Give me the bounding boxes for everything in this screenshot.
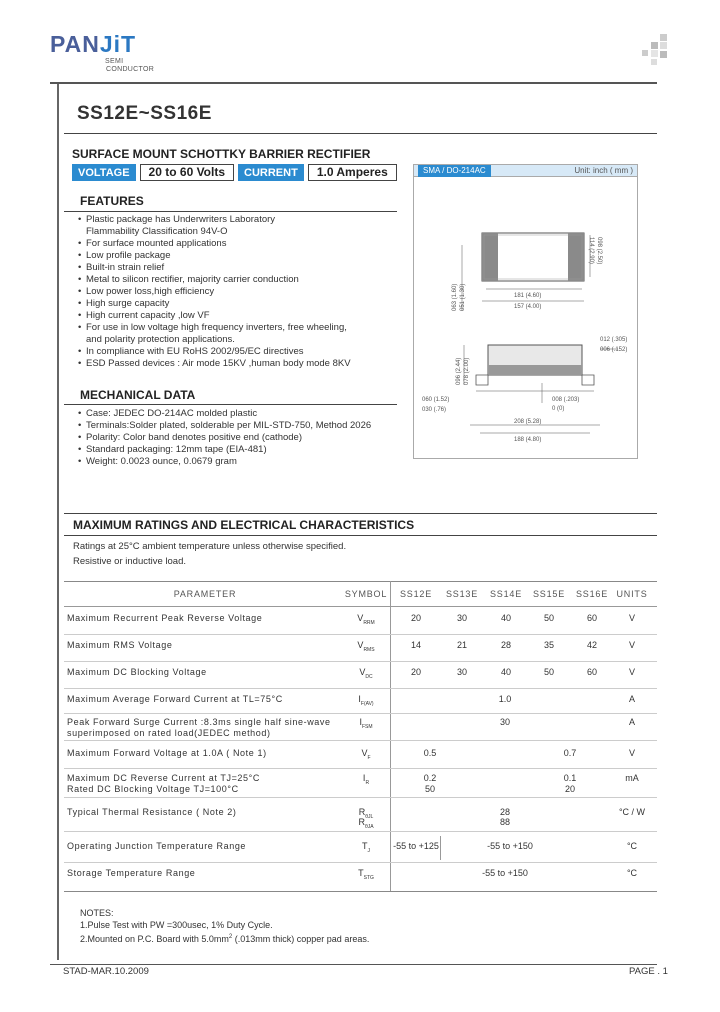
value-cell: 50	[543, 667, 554, 677]
voltage-tag: VOLTAGE	[72, 164, 136, 181]
row-separator	[64, 862, 657, 863]
symbol-letter: V	[357, 640, 364, 650]
header-rule	[50, 82, 657, 84]
dim-label: 181 (4.60)	[514, 293, 542, 299]
row-separator	[64, 713, 657, 714]
logo-sub-semi: SEMI	[105, 58, 124, 65]
col-header-ss12e: SS12E	[399, 589, 433, 599]
symbol-cell	[340, 667, 392, 680]
param-label: Typical Thermal Resistance ( Note 2)	[67, 807, 237, 817]
value-cell: 50	[424, 784, 435, 794]
list-item: • ESD Passed devices : Air mode 15KV ,human body mode 8KV	[78, 358, 398, 370]
part-number-title: SS12E~SS16E	[77, 103, 212, 124]
list-item: and polarity protection applications.	[86, 334, 235, 345]
value-cell: 35	[543, 640, 554, 650]
symbol-cell	[340, 841, 392, 854]
mechanical-list	[78, 408, 398, 468]
param-label: Maximum Average Forward Current at TL=75°C	[67, 694, 283, 704]
value-cell-span-2: 88	[499, 817, 510, 827]
voltage-value: 20 to 60 Volts	[140, 164, 234, 181]
value-cell: 0.1	[563, 773, 577, 783]
symbol-subscript: FSM	[361, 723, 373, 730]
symbol-letter: T	[358, 868, 364, 878]
list-item: • Low power loss,high efficiency	[78, 286, 398, 298]
value-cell: 30	[456, 667, 467, 677]
symbol-letter: I	[359, 717, 362, 727]
value-cell-span: -55 to +150	[482, 868, 528, 878]
list-item: • High current capacity ,low VF	[78, 310, 398, 322]
symbol-subscript: θJA	[364, 823, 374, 830]
symbol-subscript: J	[367, 847, 370, 854]
package-unit: Unit: inch ( mm )	[574, 166, 633, 175]
value-cell: 21	[456, 640, 467, 650]
list-item: • For surface mounted applications	[78, 238, 398, 250]
dim-label: 012 (.305)	[600, 337, 628, 343]
dim-label: 157 (4.00)	[514, 304, 542, 310]
package-name: SMA / DO-214AC	[418, 165, 491, 177]
features-list	[78, 214, 398, 370]
value-cell: 50	[543, 613, 554, 623]
symbol-letter: I	[358, 694, 361, 704]
symbol-subscript: F	[367, 754, 371, 761]
unit-cell: °C	[626, 868, 638, 878]
spec-tags	[72, 164, 397, 181]
list-item: • Case: JEDEC DO-214AC molded plastic	[78, 408, 398, 420]
value-cell-span: 28	[499, 807, 510, 817]
dim-label: 008 (.203)	[552, 397, 580, 403]
param-label: Maximum DC Blocking Voltage	[67, 667, 207, 677]
row-separator	[64, 661, 657, 662]
symbol-subscript: DC	[365, 673, 373, 680]
row-separator	[64, 831, 657, 832]
row-separator	[64, 688, 657, 689]
list-item: • Weight: 0.0023 ounce, 0.0679 gram	[78, 456, 398, 468]
col-header-ss15e: SS15E	[532, 589, 566, 599]
footer-rule	[50, 964, 657, 965]
footer-page: PAGE . 1	[629, 966, 668, 977]
mechanical-rule	[64, 404, 397, 405]
decorative-squares-icon	[634, 32, 670, 68]
unit-cell: mA	[625, 773, 639, 783]
col-header-ss14e: SS14E	[489, 589, 523, 599]
value-cell: 20	[410, 667, 421, 677]
col-header-units: UNITS	[616, 589, 648, 599]
unit-cell: A	[628, 694, 635, 704]
package-drawing	[413, 164, 638, 459]
symbol-cell	[340, 694, 392, 707]
symbol-letter: R	[358, 817, 365, 827]
row-separator	[64, 740, 657, 741]
note-1: 1.Pulse Test with PW =300usec, 1% Duty Cycle.	[80, 920, 273, 930]
unit-cell: V	[628, 640, 635, 650]
unit-cell: °C / W	[618, 807, 646, 817]
col-header-ss13e: SS13E	[445, 589, 479, 599]
list-item: • Plastic package has Underwriters Laboratory	[78, 214, 398, 226]
features-rule	[64, 211, 397, 212]
value-cell: 14	[410, 640, 421, 650]
left-margin-bar	[57, 84, 59, 960]
list-item: • In compliance with EU RoHS 2002/95/EC directives	[78, 346, 398, 358]
param-label-line2: superimposed on rated load(JEDEC method)	[67, 728, 271, 738]
row-separator	[64, 634, 657, 635]
param-label: Operating Junction Temperature Range	[67, 841, 247, 851]
dim-label: 078 (2.00)	[464, 357, 470, 385]
symbol-subscript: RMS	[363, 646, 375, 653]
notes-block	[80, 907, 369, 945]
value-cell: -55 to +125	[393, 841, 439, 851]
table-bottom-rule	[64, 891, 657, 892]
current-value: 1.0 Amperes	[308, 164, 397, 181]
symbol-cell	[340, 868, 392, 881]
symbol-subscript: θJL	[365, 813, 374, 820]
features-heading: FEATURES	[80, 194, 144, 208]
col-header-parameter: PARAMETER	[173, 589, 237, 599]
symbol-subscript: R	[365, 779, 370, 786]
value-cell: 60	[586, 667, 597, 677]
symbol-cell	[340, 613, 392, 626]
col-header-symbol: SYMBOL	[344, 589, 388, 599]
dim-label: 098 (2.50)	[596, 237, 602, 265]
panjit-logo	[50, 30, 160, 80]
list-item: • Built-in strain relief	[78, 262, 398, 274]
param-label: Storage Temperature Range	[67, 868, 196, 878]
row-separator	[64, 797, 657, 798]
list-item: • For use in low voltage high frequency inverters, free wheeling,	[78, 322, 398, 334]
dim-label: 096 (2.44)	[456, 357, 462, 385]
value-cell: 42	[586, 640, 597, 650]
param-label: Peak Forward Surge Current :8.3ms single half sine-wave	[67, 717, 331, 727]
dim-label: 030 (.76)	[422, 407, 447, 413]
ratings-note-2: Resistive or inductive load.	[73, 556, 186, 567]
title-rule	[64, 133, 657, 134]
value-cell: 0.7	[563, 748, 577, 758]
dim-label: 188 (4.80)	[514, 437, 542, 443]
dim-label: 0 (0)	[552, 406, 565, 412]
symbol-cell	[340, 640, 392, 653]
dim-label: 060 (1.52)	[422, 397, 450, 403]
logo-sub-conductor: CONDUCTOR	[106, 66, 155, 73]
list-item: • High surge capacity	[78, 298, 398, 310]
list-item: • Metal to silicon rectifier, majority carrier conduction	[78, 274, 398, 286]
symbol-cell	[340, 773, 392, 786]
dim-label: 208 (5.28)	[514, 419, 542, 425]
value-cell-span: 1.0	[498, 694, 512, 704]
list-item: Flammability Classification 94V-O	[86, 226, 228, 237]
param-label: Maximum Forward Voltage at 1.0A ( Note 1)	[67, 748, 267, 758]
package-header	[414, 165, 637, 177]
mechanical-heading: MECHANICAL DATA	[80, 388, 196, 402]
symbol-letter: V	[359, 667, 366, 677]
param-label: Maximum Recurrent Peak Reverse Voltage	[67, 613, 263, 623]
param-label: Maximum RMS Voltage	[67, 640, 173, 650]
list-item: • Standard packaging: 12mm tape (EIA-481)	[78, 444, 398, 456]
list-item: • Low profile package	[78, 250, 398, 262]
table-header-rule	[64, 606, 657, 607]
value-cell: 28	[500, 640, 511, 650]
dim-label: 051 (1.30)	[460, 283, 466, 311]
dim-label: 063 (1.60)	[452, 283, 458, 311]
symbol-letter: V	[357, 613, 364, 623]
note-2-text: 2.Mounted on P.C. Board with 5.0mm	[80, 934, 229, 944]
value-cell: 60	[586, 613, 597, 623]
note-2-sup: 2	[228, 934, 233, 940]
ratings-note-1: Ratings at 25°C ambient temperature unless otherwise specified.	[73, 541, 347, 552]
table-col-divider-tj	[440, 836, 441, 860]
col-header-ss16e: SS16E	[575, 589, 609, 599]
symbol-letter: I	[362, 773, 366, 783]
note-2-text-tail: (.013mm thick) copper pad areas.	[232, 934, 370, 944]
unit-cell: V	[628, 748, 635, 758]
value-cell: -55 to +150	[487, 841, 533, 851]
value-cell: 20	[410, 613, 421, 623]
dim-label: 006 (.152)	[600, 347, 628, 353]
unit-cell: V	[628, 613, 635, 623]
ratings-heading-rule	[64, 535, 657, 536]
value-cell: 40	[500, 613, 511, 623]
row-separator	[64, 768, 657, 769]
value-cell: 40	[500, 667, 511, 677]
symbol-subscript: RRM	[363, 619, 375, 626]
logo-wordmark	[50, 30, 160, 58]
value-cell: 0.5	[423, 748, 437, 758]
unit-cell: °C	[626, 841, 638, 851]
table-top-rule	[64, 581, 657, 582]
value-cell: 0.2	[423, 773, 437, 783]
symbol-cell	[340, 717, 392, 730]
symbol-letter: V	[361, 748, 368, 758]
value-cell-span: 30	[499, 717, 510, 727]
symbol-letter: T	[362, 841, 368, 851]
symbol-subscript: F(AV)	[360, 700, 374, 707]
value-cell: 30	[456, 613, 467, 623]
param-label: Maximum DC Reverse Current at TJ=25°C	[67, 773, 260, 783]
current-tag: CURRENT	[238, 164, 304, 181]
footer-date: STAD-MAR.10.2009	[63, 966, 149, 977]
ratings-heading: MAXIMUM RATINGS AND ELECTRICAL CHARACTERISTICS	[73, 518, 415, 532]
list-item: • Terminals:Solder plated, solderable per MIL-STD-750, Method 2026	[78, 420, 398, 432]
value-cell: 20	[564, 784, 575, 794]
unit-cell: V	[628, 667, 635, 677]
notes-title: NOTES:	[80, 908, 114, 918]
product-description: SURFACE MOUNT SCHOTTKY BARRIER RECTIFIER	[72, 147, 371, 161]
symbol-subscript: STG	[363, 874, 374, 881]
param-label-line2: Rated DC Blocking Voltage TJ=100°C	[67, 784, 239, 794]
ratings-top-rule	[64, 513, 657, 514]
symbol-letter: R	[358, 807, 366, 817]
list-item: • Polarity: Color band denotes positive end (cathode)	[78, 432, 398, 444]
dim-label: 114 (2.90)	[588, 237, 594, 264]
logo-jit: JiT	[99, 31, 137, 57]
note-2	[80, 931, 369, 945]
symbol-cell	[340, 748, 392, 761]
logo-pan: PAN	[50, 31, 100, 57]
package-outline-drawing	[414, 177, 637, 458]
symbol-cell-2	[340, 817, 392, 830]
unit-cell: A	[628, 717, 635, 727]
